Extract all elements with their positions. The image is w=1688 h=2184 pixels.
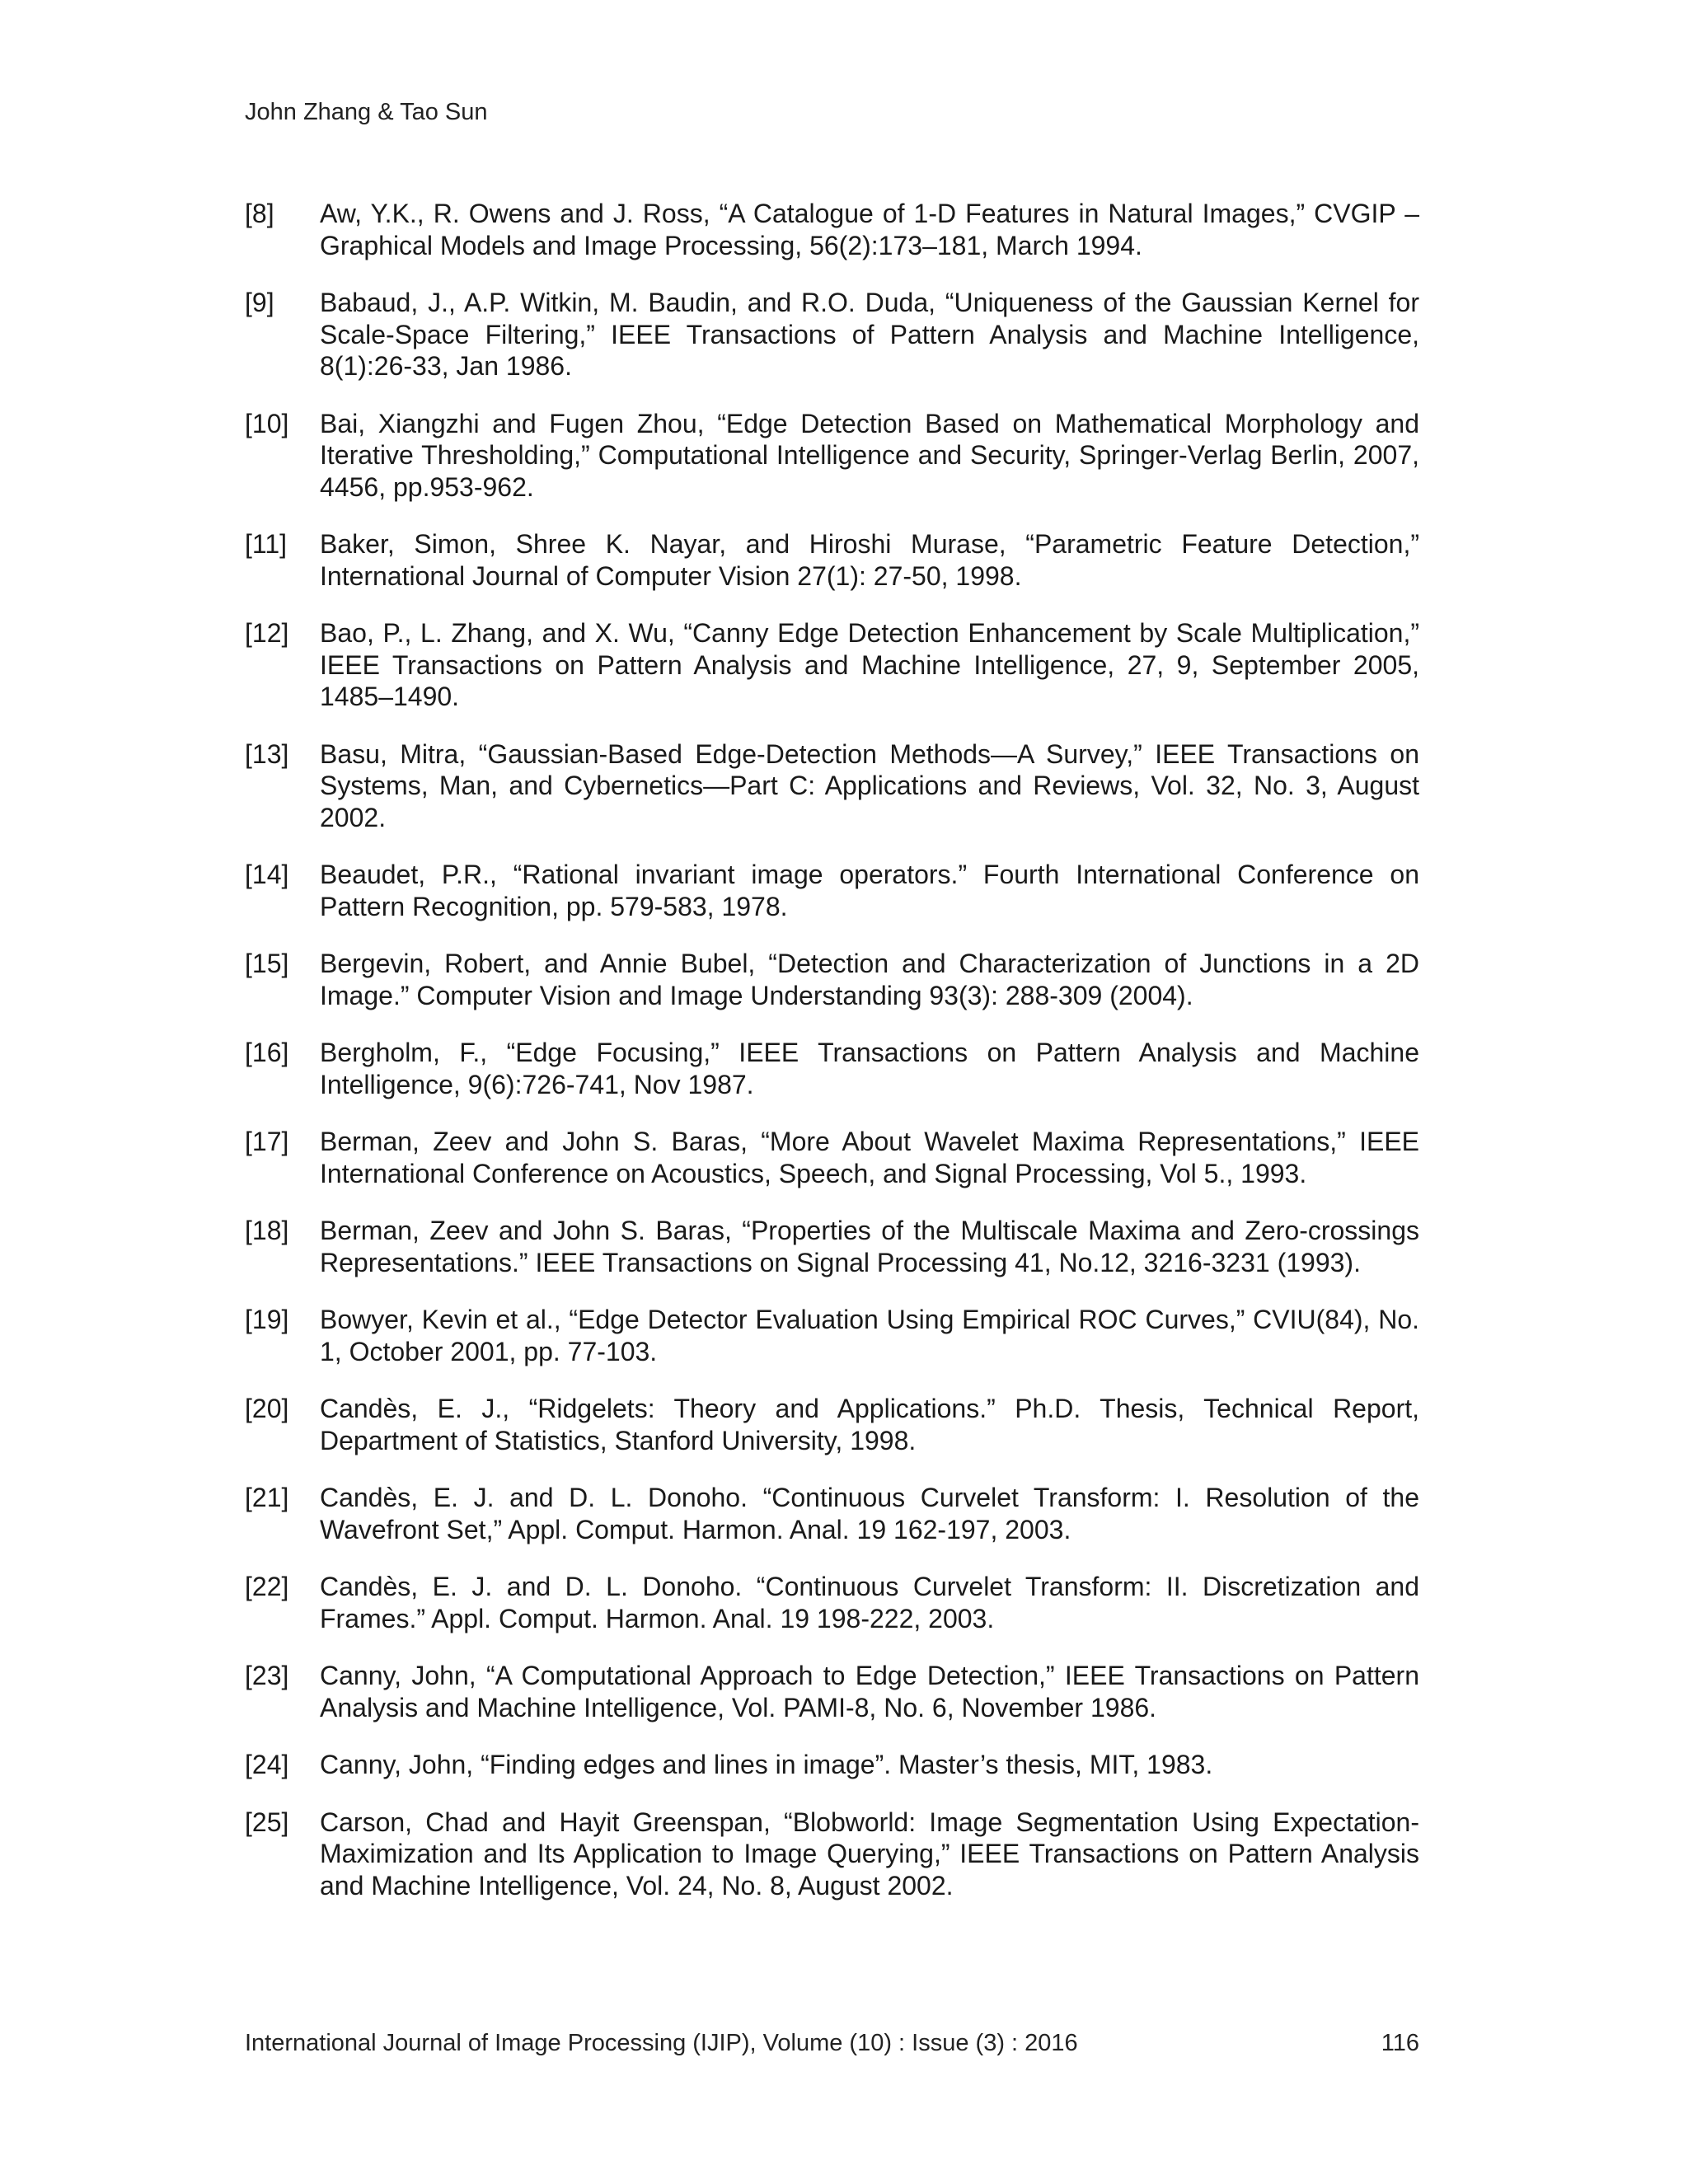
reference-item <box>245 1393 1419 1456</box>
reference-text: Bowyer, Kevin et al., “Edge Detector Evaluation Using Empirical ROC Curves,” CVIU(84), No. 1, October 2001, pp. 77-103. <box>320 1305 1419 1366</box>
reference-item <box>245 948 1419 1011</box>
reference-number: [9] <box>245 288 274 317</box>
reference-item <box>245 1749 1419 1781</box>
reference-number: [18] <box>245 1216 289 1245</box>
reference-text: Bai, Xiangzhi and Fugen Zhou, “Edge Detection Based on Mathematical Morphology and Iterative Thresholding,” Computational Intelligence and Security, Springer-Verlag Berlin, 2007, 4456, pp.953-962. <box>320 408 1419 502</box>
reference-number: [14] <box>245 860 289 889</box>
reference-item <box>245 198 1419 261</box>
reference-number: [13] <box>245 738 289 769</box>
reference-text: Candès, E. J. and D. L. Donoho. “Continuous Curvelet Transform: I. Resolution of the Wavefront Set,” Appl. Comput. Harmon. Anal. 19 162-197, 2003. <box>320 1483 1419 1544</box>
running-header <box>245 97 488 127</box>
reference-item <box>245 1304 1419 1367</box>
reference-text: Bao, P., L. Zhang, and X. Wu, “Canny Edge Detection Enhancement by Scale Multiplication,” IEEE Transactions on Pattern Analysis and Machine Intelligence, 27, 9, September 2005, 1485–1490. <box>320 618 1419 711</box>
reference-number: [25] <box>245 1807 289 1837</box>
reference-number: [24] <box>245 1750 289 1779</box>
reference-number: [10] <box>245 408 289 438</box>
reference-text: Canny, John, “A Computational Approach to Edge Detection,” IEEE Transactions on Pattern Analysis and Machine Intelligence, Vol. PAMI-8, No. 6, November 1986. <box>320 1661 1419 1722</box>
reference-item <box>245 617 1419 713</box>
reference-text: Candès, E. J. and D. L. Donoho. “Continuous Curvelet Transform: II. Discretization and Frames.” Appl. Comput. Harmon. Anal. 19 198-222, 2003. <box>320 1572 1419 1633</box>
reference-item <box>245 1482 1419 1545</box>
reference-text: Berman, Zeev and John S. Baras, “Properties of the Multiscale Maxima and Zero-crossings Representations.” IEEE Transactions on Signal Processing 41, No.12, 3216-3231 (1993). <box>320 1216 1419 1277</box>
reference-item <box>245 1571 1419 1634</box>
reference-text: Basu, Mitra, “Gaussian-Based Edge-Detection Methods—A Survey,” IEEE Transactions on Systems, Man, and Cybernetics—Part C: Applications and Reviews, Vol. 32, No. 3, August 2002. <box>320 738 1419 832</box>
reference-text: Bergevin, Robert, and Annie Bubel, “Detection and Characterization of Junctions in a 2D Image.” Computer Vision and Image Understanding 93(3): 288-309 (2004). <box>320 949 1419 1010</box>
reference-number: [12] <box>245 618 289 648</box>
reference-text: Beaudet, P.R., “Rational invariant image operators.” Fourth International Conference on Pattern Recognition, pp. 579-583, 1978. <box>320 860 1419 921</box>
reference-item <box>245 1037 1419 1100</box>
reference-number: [23] <box>245 1661 289 1690</box>
reference-text: Baker, Simon, Shree K. Nayar, and Hiroshi Murase, “Parametric Feature Detection,” International Journal of Computer Vision 27(1): 27-50, 1998. <box>320 529 1419 591</box>
running-footer <box>245 2028 1419 2058</box>
footer-journal: International Journal of Image Processing (IJIP), Volume (10) : Issue (3) : 2016 <box>245 2030 1078 2056</box>
reference-item <box>245 408 1419 504</box>
reference-text: Berman, Zeev and John S. Baras, “More About Wavelet Maxima Representations,” IEEE International Conference on Acoustics, Speech, and Signal Processing, Vol 5., 1993. <box>320 1127 1419 1188</box>
reference-number: [21] <box>245 1483 289 1512</box>
reference-number: [22] <box>245 1572 289 1601</box>
reference-number: [17] <box>245 1127 289 1156</box>
reference-list <box>245 198 1419 1927</box>
reference-number: [15] <box>245 949 289 978</box>
reference-number: [19] <box>245 1305 289 1334</box>
reference-text: Canny, John, “Finding edges and lines in image”. Master’s thesis, MIT, 1983. <box>320 1750 1213 1779</box>
reference-item <box>245 859 1419 922</box>
reference-text: Bergholm, F., “Edge Focusing,” IEEE Transactions on Pattern Analysis and Machine Intelligence, 9(6):726-741, Nov 1987. <box>320 1038 1419 1099</box>
reference-number: [16] <box>245 1038 289 1067</box>
page-number: 116 <box>1381 2030 1419 2056</box>
reference-item <box>245 528 1419 592</box>
reference-item <box>245 1215 1419 1278</box>
header-authors: John Zhang & Tao Sun <box>245 99 488 125</box>
reference-item <box>245 1660 1419 1723</box>
reference-item <box>245 287 1419 382</box>
reference-text: Aw, Y.K., R. Owens and J. Ross, “A Catalogue of 1-D Features in Natural Images,” CVGIP – Graphical Models and Image Processing, 56(2):173–181, March 1994. <box>320 199 1419 260</box>
reference-item <box>245 1126 1419 1189</box>
reference-text: Candès, E. J., “Ridgelets: Theory and Applications.” Ph.D. Thesis, Technical Report, Department of Statistics, Stanford University, 1998. <box>320 1394 1419 1455</box>
reference-number: [8] <box>245 199 274 228</box>
reference-item <box>245 738 1419 834</box>
reference-item <box>245 1807 1419 1902</box>
reference-text: Babaud, J., A.P. Witkin, M. Baudin, and R.O. Duda, “Uniqueness of the Gaussian Kernel for Scale-Space Filtering,” IEEE Transactions of Pattern Analysis and Machine Intelligence, 8(1):26-33, Jan 1986. <box>320 288 1419 381</box>
reference-number: [11] <box>245 529 287 559</box>
reference-number: [20] <box>245 1394 289 1423</box>
reference-text: Carson, Chad and Hayit Greenspan, “Blobworld: Image Segmentation Using Expectation-Maximization and Its Application to Image Querying,” IEEE Transactions on Pattern Analysis and Machine Intelligence, Vol. 24, No. 8, August 2002. <box>320 1807 1419 1900</box>
